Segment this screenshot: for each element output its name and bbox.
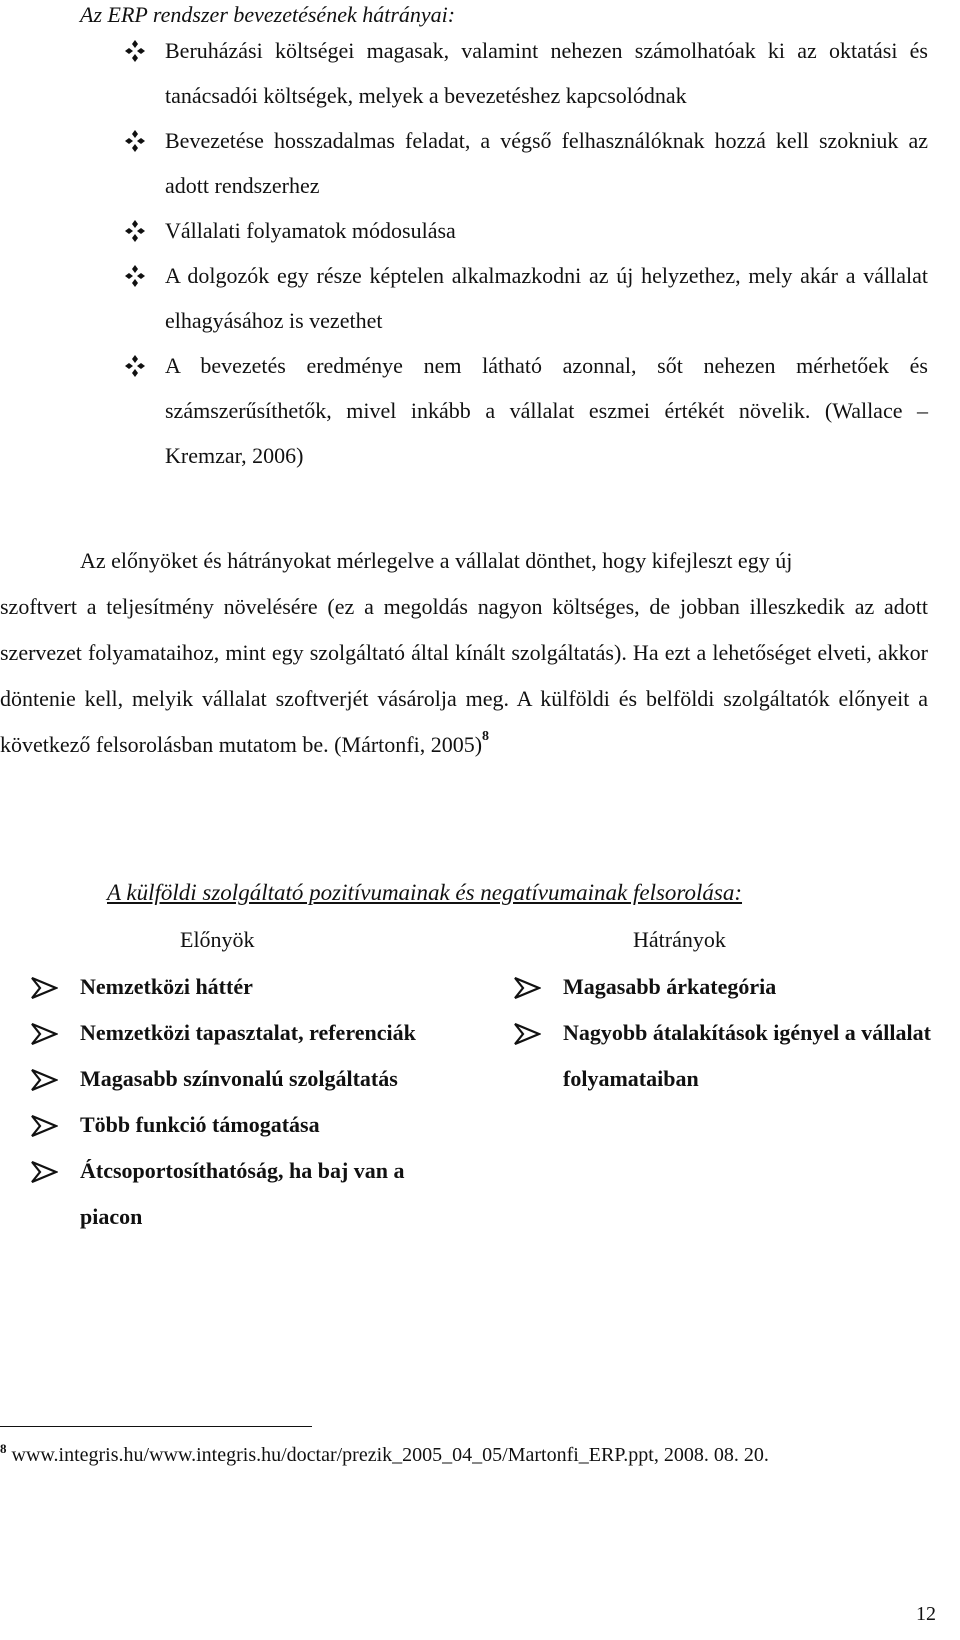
list-item — [123, 253, 928, 343]
list-item-text: Magasabb színvonalú szolgáltatás — [80, 1066, 398, 1091]
footnote-text[interactable]: www.integris.hu/www.integris.hu/doctar/prezik_2005_04_05/Martonfi_ERP.ppt, 2008. 08. 20. — [11, 1444, 769, 1466]
footnote-reference[interactable]: 8 — [482, 729, 490, 744]
drawbacks-heading: Az ERP rendszer bevezetésének hátrányai: — [80, 2, 456, 27]
list-item-text: Több funkció támogatása — [80, 1112, 320, 1137]
list-item-text: Vállalati folyamatok módosulása — [165, 218, 456, 243]
list-item — [513, 964, 938, 1010]
diamond-bullet-icon — [123, 220, 147, 242]
list-item — [30, 964, 455, 1010]
list-item — [123, 118, 928, 208]
list-item — [30, 1102, 455, 1148]
list-item — [30, 1010, 455, 1056]
list-item-text: Átcsoportosíthatóság, ha baj van a piacon — [80, 1158, 405, 1229]
footnote-separator — [0, 1426, 312, 1427]
arrow-bullet-icon — [513, 977, 541, 999]
footnote-marker: 8 — [0, 1441, 7, 1456]
list-item-text: A bevezetés eredménye nem látható azonnal, sőt nehezen mérhetőek és számszerűsíthetők, mivel inkább a vállalat eszmei értékét növelik. (Wallace – Kremzar, 2006) — [165, 353, 928, 468]
list-item — [123, 208, 928, 253]
disadvantages-heading: Hátrányok — [633, 927, 726, 952]
list-item — [513, 1010, 938, 1102]
arrow-bullet-icon — [30, 1023, 58, 1045]
arrow-bullet-icon — [30, 1161, 58, 1183]
disadvantages-list — [513, 964, 938, 1102]
arrow-bullet-icon — [30, 1115, 58, 1137]
list-item-text: A dolgozók egy része képtelen alkalmazkodni az új helyzethez, mely akár a vállalat elhagyásához is vezethet — [165, 263, 928, 333]
diamond-bullet-icon — [123, 355, 147, 377]
drawbacks-list — [123, 28, 928, 478]
diamond-bullet-icon — [123, 130, 147, 152]
list-item — [123, 343, 928, 478]
advantages-heading: Előnyök — [180, 927, 255, 952]
list-item-text: Nagyobb átalakítások igényel a vállalat folyamataiban — [563, 1020, 931, 1091]
body-paragraph — [0, 538, 928, 768]
diamond-bullet-icon — [123, 40, 147, 62]
list-item-text: Beruházási költségei magasak, valamint nehezen számolhatóak ki az oktatási és tanácsadói költségek, melyek a bevezetéshez kapcsolódnak — [165, 38, 928, 108]
list-item — [123, 28, 928, 118]
diamond-bullet-icon — [123, 265, 147, 287]
arrow-bullet-icon — [30, 977, 58, 999]
footnote — [0, 1434, 930, 1476]
list-item-text: Magasabb árkategória — [563, 974, 777, 999]
list-item-text: Bevezetése hosszadalmas feladat, a végső felhasználóknak hozzá kell szokniuk az adott rendszerhez — [165, 128, 928, 198]
page-number: 12 — [916, 1603, 936, 1625]
arrow-bullet-icon — [513, 1023, 541, 1045]
comparison-title: A külföldi szolgáltató pozitívumainak és negatívumainak felsorolása: — [107, 880, 743, 905]
list-item — [30, 1148, 455, 1240]
list-item-text: Nemzetközi tapasztalat, referenciák — [80, 1020, 416, 1045]
paragraph-text: szoftvert a teljesítmény növelésére (ez a megoldás nagyon költséges, de jobban illeszkedik az adott szervezet folyamataihoz, mint egy szolgáltató által kínált szolgáltatás). Ha ezt a lehetőséget elveti, akkor döntenie kell, melyik vállalat szoftverjét vásárolja meg. A külföldi és belföldi szolgáltatók előnyeit a következő felsorolásban mutatom be. (Mártonfi, 2005) — [0, 594, 928, 757]
paragraph-first-line: Az előnyöket és hátrányokat mérlegelve a vállalat dönthet, hogy kifejleszt egy új — [80, 548, 793, 573]
list-item-text: Nemzetközi háttér — [80, 974, 253, 999]
arrow-bullet-icon — [30, 1069, 58, 1091]
list-item — [30, 1056, 455, 1102]
advantages-list — [30, 964, 455, 1240]
